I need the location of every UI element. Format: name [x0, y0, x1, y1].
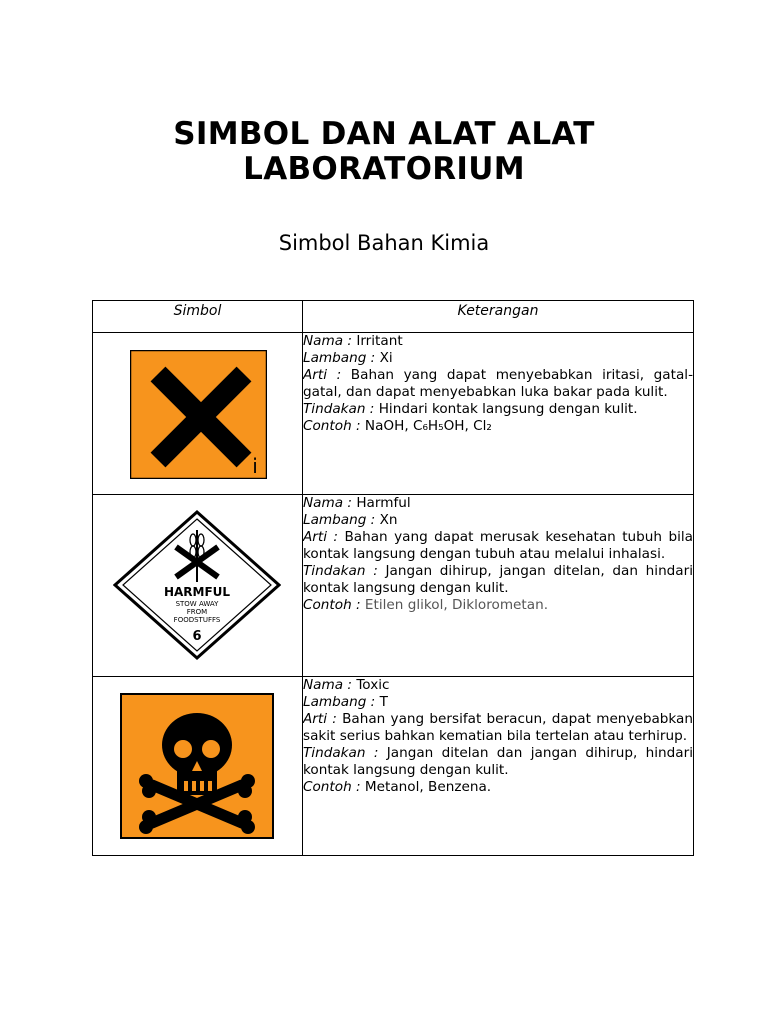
label-arti: Arti : — [303, 711, 337, 727]
value-tindakan: Jangan dihirup, jangan ditelan, dan hindari kontak langsung dengan kulit. — [303, 563, 694, 596]
harmful-word: HARMFUL — [163, 585, 231, 599]
label-arti: Arti : — [303, 367, 342, 383]
value-contoh: Etilen glikol, Diklorometan. — [364, 597, 549, 613]
label-lambang: Lambang : — [303, 350, 376, 366]
table-row — [93, 495, 694, 677]
value-lambang: Xi — [379, 350, 393, 366]
description-cell — [303, 495, 694, 677]
document-title — [0, 117, 768, 187]
label-nama: Nama : — [303, 333, 352, 349]
value-lambang: T — [379, 694, 388, 710]
value-tindakan: Hindari kontak langsung dengan kulit. — [378, 401, 638, 417]
harmful-diamond-icon — [113, 510, 281, 660]
label-nama: Nama : — [303, 677, 352, 693]
value-contoh: Metanol, Benzena. — [364, 779, 492, 795]
header-description: Keterangan — [303, 301, 694, 333]
label-tindakan: Tindakan : — [303, 401, 375, 417]
label-lambang: Lambang : — [303, 512, 376, 528]
stow-line-2: FROM — [186, 608, 208, 616]
description-cell — [303, 333, 694, 495]
section-subtitle: Simbol Bahan Kimia — [278, 231, 490, 255]
value-nama: Toxic — [356, 677, 390, 693]
class-number: 6 — [192, 629, 202, 644]
label-contoh: Contoh : — [303, 779, 361, 795]
label-tindakan: Tindakan : — [303, 563, 378, 579]
label-contoh: Contoh : — [303, 418, 361, 434]
irritant-x-icon — [130, 350, 267, 479]
table-row — [93, 677, 694, 856]
value-contoh: NaOH, C₆H₅OH, Cl₂ — [364, 418, 492, 434]
header-symbol: Simbol — [93, 301, 303, 333]
label-contoh: Contoh : — [303, 597, 361, 613]
description-cell — [303, 677, 694, 856]
value-arti: Bahan yang dapat menyebabkan iritasi, gatal-gatal, dan dapat menyebabkan luka bakar pada kulit. — [303, 367, 693, 400]
label-arti: Arti : — [303, 529, 339, 545]
value-arti: Bahan yang bersifat beracun, dapat menyebabkan sakit serius bahkan kematian bila tertelan atau terhirup. — [303, 711, 693, 744]
value-lambang: Xn — [379, 512, 398, 528]
label-lambang: Lambang : — [303, 694, 376, 710]
stow-line-1: STOW AWAY — [175, 600, 219, 608]
symbol-letter: i — [252, 454, 258, 478]
symbol-cell — [93, 495, 303, 677]
symbol-cell — [93, 677, 303, 856]
title-line-2: LABORATORIUM — [243, 151, 525, 187]
label-nama: Nama : — [303, 495, 352, 511]
value-nama: Harmful — [356, 495, 411, 511]
table-row — [93, 333, 694, 495]
value-arti: Bahan yang dapat merusak kesehatan tubuh bila kontak langsung dengan tubuh atau melalui inhalasi. — [303, 529, 693, 562]
symbol-cell — [93, 333, 303, 495]
value-nama: Irritant — [356, 333, 403, 349]
toxic-skull-icon — [120, 693, 274, 839]
label-tindakan: Tindakan : — [303, 745, 379, 761]
table-header-row — [93, 301, 694, 333]
hazard-symbol-table — [92, 300, 694, 856]
value-tindakan: Jangan ditelan dan jangan dihirup, hindari kontak langsung dengan kulit. — [303, 745, 694, 778]
stow-line-3: FOODSTUFFS — [173, 616, 221, 624]
title-line-1: SIMBOL DAN ALAT ALAT — [173, 116, 595, 152]
